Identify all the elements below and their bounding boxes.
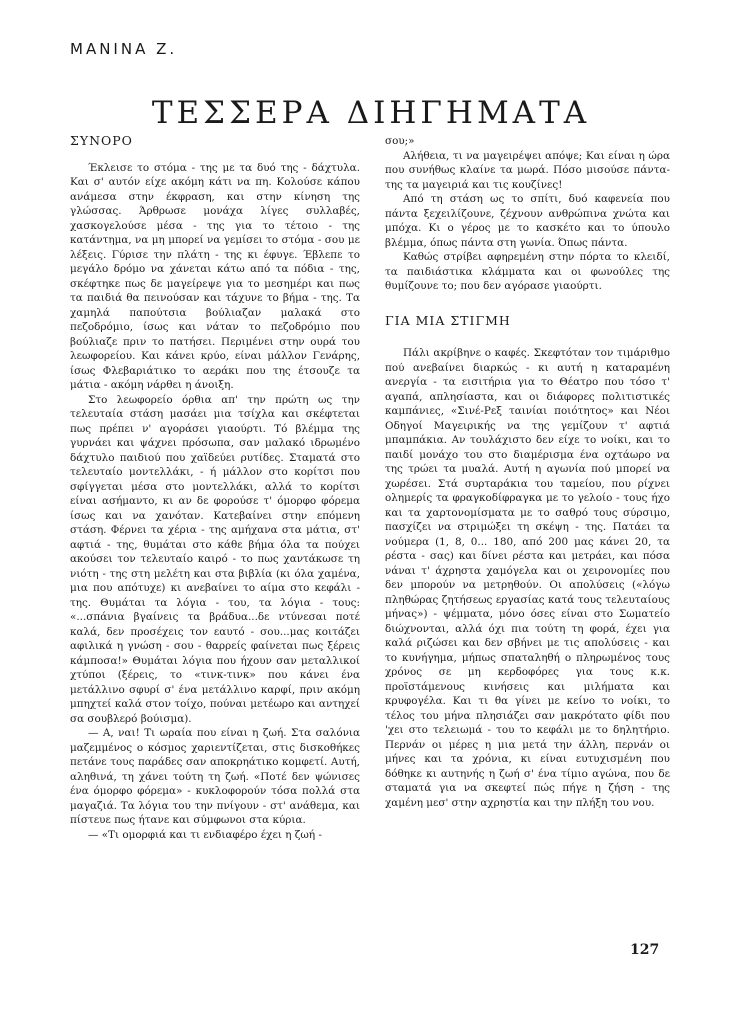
paragraph: Στο λεωφορείο όρθια απ' την πρώτη ως την τελευταία στάση μασάει μια τσίχλα και σκέφτεται πως πρέπει ν' αγοράσει γιαούρτι. Τό βλέμμα της γυρνάει και ψάχνει πρόσωπα, σαν μαλακό ιδρωμένο δάχτυλο παιδιού που χαϊδεύει ρυτίδες. Σταματά στο τελευταίο μοντελλάκι, - ή μάλλον στο κορίτσι που σφίγγεται μέσα στο μοντελλάκι, αλλά το κορίτσι είναι ασήμαντο, κι αν δε φορούσε τ' όμορφο φόρεμα ίσως και να χανόταν. Κατεβαίνει στην επόμενη στάση. Φέρνει τα χέρια - της αμήχανα στα μάτια, στ' αφτιά - της, θυμάται στο κάθε βήμα όλα τα πούχει ακούσει τον τελευταίο καιρό - το πως χαντάκωσε τη νιότη - της στη μελέτη και στα βιβλία (κι όλα χαμένα, μια που απότυχε) κι ανεβαίνει το αίμα στο κεφάλι - της. Θυμάται τα λόγια - του, τα λόγια - τους: «...σπάνια βγαίνεις τα βράδυα...δε ντύνεσαι ποτέ καλά, δεν προσέχεις τον εαυτό - σου...μας κοιτάζει αφιλικά η γνώση - σου - θαρρείς φαίνεται πως ξέρεις κάμποσα!» Θυμάται λόγια που ήχουν σαν μεταλλικοί χτύποι (ξέρεις, το «τινκ-τινκ» που κάνει ένα μετάλλινο σφυρί σ' ένα μετάλλινο καρφί, πριν ακόμη μπηχτεί καλά στον τοίχο, πούναι μετέωρο και αντηχεί σα σουβλερό βούισμα). bbox=[70, 393, 360, 725]
paragraph: Αλήθεια, τι να μαγειρέψει απόψε; Και είναι η ώρα που συνήθως κλαίνε τα μωρά. Πόσο μισούσε πάντα-της τα μαγειριά και τις κουζίνες! bbox=[385, 149, 670, 191]
paragraph: Έκλεισε το στόμα - της με τα δυό της - δάχτυλα. Και σ' αυτόν είχε ακόμη κάτι να πη. Κολούσε κάπου ανάμεσα στην έκφραση, και στην κίνηση της γλώσσας. Άρθρωσε μονάχα λίγες συλλαβές, χασκογελούσε μέσα - της για το τέτοιο - της κατάντημα, να μη μπορεί να γεμίσει το στόμα - σου με λέξεις. Γύρισε την πλάτη - της κι έφυγε. Έβλεπε το μεγάλο δρόμο να χάνεται κάτω από τα πόδια - της, σκέφτηκε πως δε μαγείρεψε για το μεσημέρι και πως τα παιδιά θα πεινούσαν και τάχυνε το βήμα - της. Τα χαμηλά παπούτσια βούλιαζαν μαλακά στο πεζοδρόμιο, ίσως και νάταν το πεζοδρόμιο που βούλιαζε πριν το πατήσει. Περιμένει στην ουρά του λεωφορείου. Και κάνει κρύο, είναι μάλλον Γενάρης, ίσως Φλεβαριάτικο το αεράκι που της έτσουζε τα μάτια - ακόμη νάρθει η άνοιξη. bbox=[70, 161, 360, 391]
paragraph: Πάλι ακρίβηνε ο καφές. Σκεφτόταν τον τιμάριθμο πού ανεβαίνει διαρκώς - κι αυτή η καταραμένη ανεργία - τα εισιτήρια για το Θέατρο που τόσο τ' αγαπά, απλησίαστα, και οι διάφορες πολιτιστικές καμπάνιες, «Σινέ-Ρεξ ταινίαι ποιότητος» και Νέοι Οδηγοί Μαγειρικής να της γεμίζουν τ' αφτιά μπαμπάκια. Αν τουλάχιστο δεν είχε το νοίκι, και το παιδί μονάχο του στο διαμέρισμα ένα οχτάωρο να της τρώει τα μυαλά. Αυτή η αγωνία πού μπορεί να χωρέσει. Στά συρταράκια του ταμείου, που ρίχνει ολημερίς τα φραγκοδίφραγκα με το γελοίο - τους ήχο και τα χαρτονομίσματα με το σαθρό τους σύρσιμο, πασχίζει να στριμώξει τη σκέψη - της. Πατάει τα νούμερα (1, 8, 0... 180, από 200 μας κάνει 20, τα ρέστα - σας) και δίνει ρέστα και μετράει, και πόσα νάναι τ' άχρηστα χαμόγελα και οι χειρονομίες που δεν μπορούν να μετρηθούν. Οι απολύσεις («λόγω πληθώρας ζητήσεως εργασίας κατά τους τελευταίους μήνας») - ψέμματα, μόνο όσες είναι στο Σωματείο διώχνονται, αλλά όχι πια τούτη τη φορά, έχει για καλά ριζώσει και δεν σβήνει με τις απολύσεις - και το κυνήγημα, μήπως σπαταληθή ο πληρωμένος τους χρόνος σε μη κερδοφόρες για τους κ.κ. προϊστάμενους κινήσεις και μιλήματα και κρυφογέλα. Και τι θα γίνει με κείνο το νοίκι, το τέλος του μήνα πλησιάζει σαν μακρότατο φίδι που 'χει στο τελειωμά - του το κεφάλι με το δηλητήριο. Περνάν οι μέρες η μια μετά την άλλη, περνάν οι μήνες και τα χρόνια, κι είναι ευτυχισμένη που δόθηκε κι αυτηνής η ζωή σ' ένα τίμιο αγώνα, που δε σταματά για να σκεφτεί πώς πήγε η ζήση - της χαμένη μεσ' στην αχρηστία και την πλήξη του νου. bbox=[385, 347, 670, 809]
paragraph: — Α, ναι! Τι ωραία που είναι η ζωή. Στα σαλόνια μαζεμμένος ο κόσμος χαριεντίζεται, στις δισκοθήκες πετάνε τους παράδες σαν αποκρηάτικο κομφετί. Αυτή, αληθινά, τη χάνει τούτη τη ζωή. «Ποτέ δεν ψώνισες ένα όμορφο φόρεμα» - κυκλοφορούν τόσα πολλά στα μαγαζιά. Τα λόγια του την πνίγουν - στ' ανάθεμα, και πίστευε πως ήτανε και σύμφωνοι στα κύρια. bbox=[70, 727, 360, 826]
story-heading-synoro: ΣΥΝΟΡΟ bbox=[70, 133, 133, 148]
paragraph: Από τη στάση ως το σπίτι, δυό καφενεία που πάντα ξεχειλίζουνε, ζέχνουν ανθρώπινα χνώτα και μπόχα. Κι ο γέρος με το κασκέτο και το ύπουλο βλέμμα, όπως πάντα στη γωνία. Όπως πάντα. bbox=[385, 193, 670, 249]
page-title: ΤΕΣΣΕΡΑ ΔΙΗΓΗΜΑΤΑ bbox=[151, 94, 591, 131]
right-column bbox=[385, 134, 670, 810]
story-heading-gia-mia-stigmi: ΓΙΑ ΜΙΑ ΣΤΙΓΜΗ bbox=[385, 312, 511, 328]
paragraph: — «Τι ομορφιά και τι ενδιαφέρο έχει η ζωή - bbox=[88, 828, 322, 841]
author-name: ΜΑΝΙΝΑ Ζ. bbox=[70, 40, 178, 58]
paragraph: Καθώς στρίβει αφηρεμένη στην πόρτα το κλειδί, τα παιδιάστικα κλάμματα και οι φωνούλες της θυμίζουνε το; που δεν αγόρασε γιαούρτι. bbox=[385, 251, 670, 292]
page-number: 127 bbox=[630, 942, 660, 958]
paragraph-continuation: σου;» bbox=[385, 135, 415, 147]
left-column bbox=[70, 134, 360, 842]
